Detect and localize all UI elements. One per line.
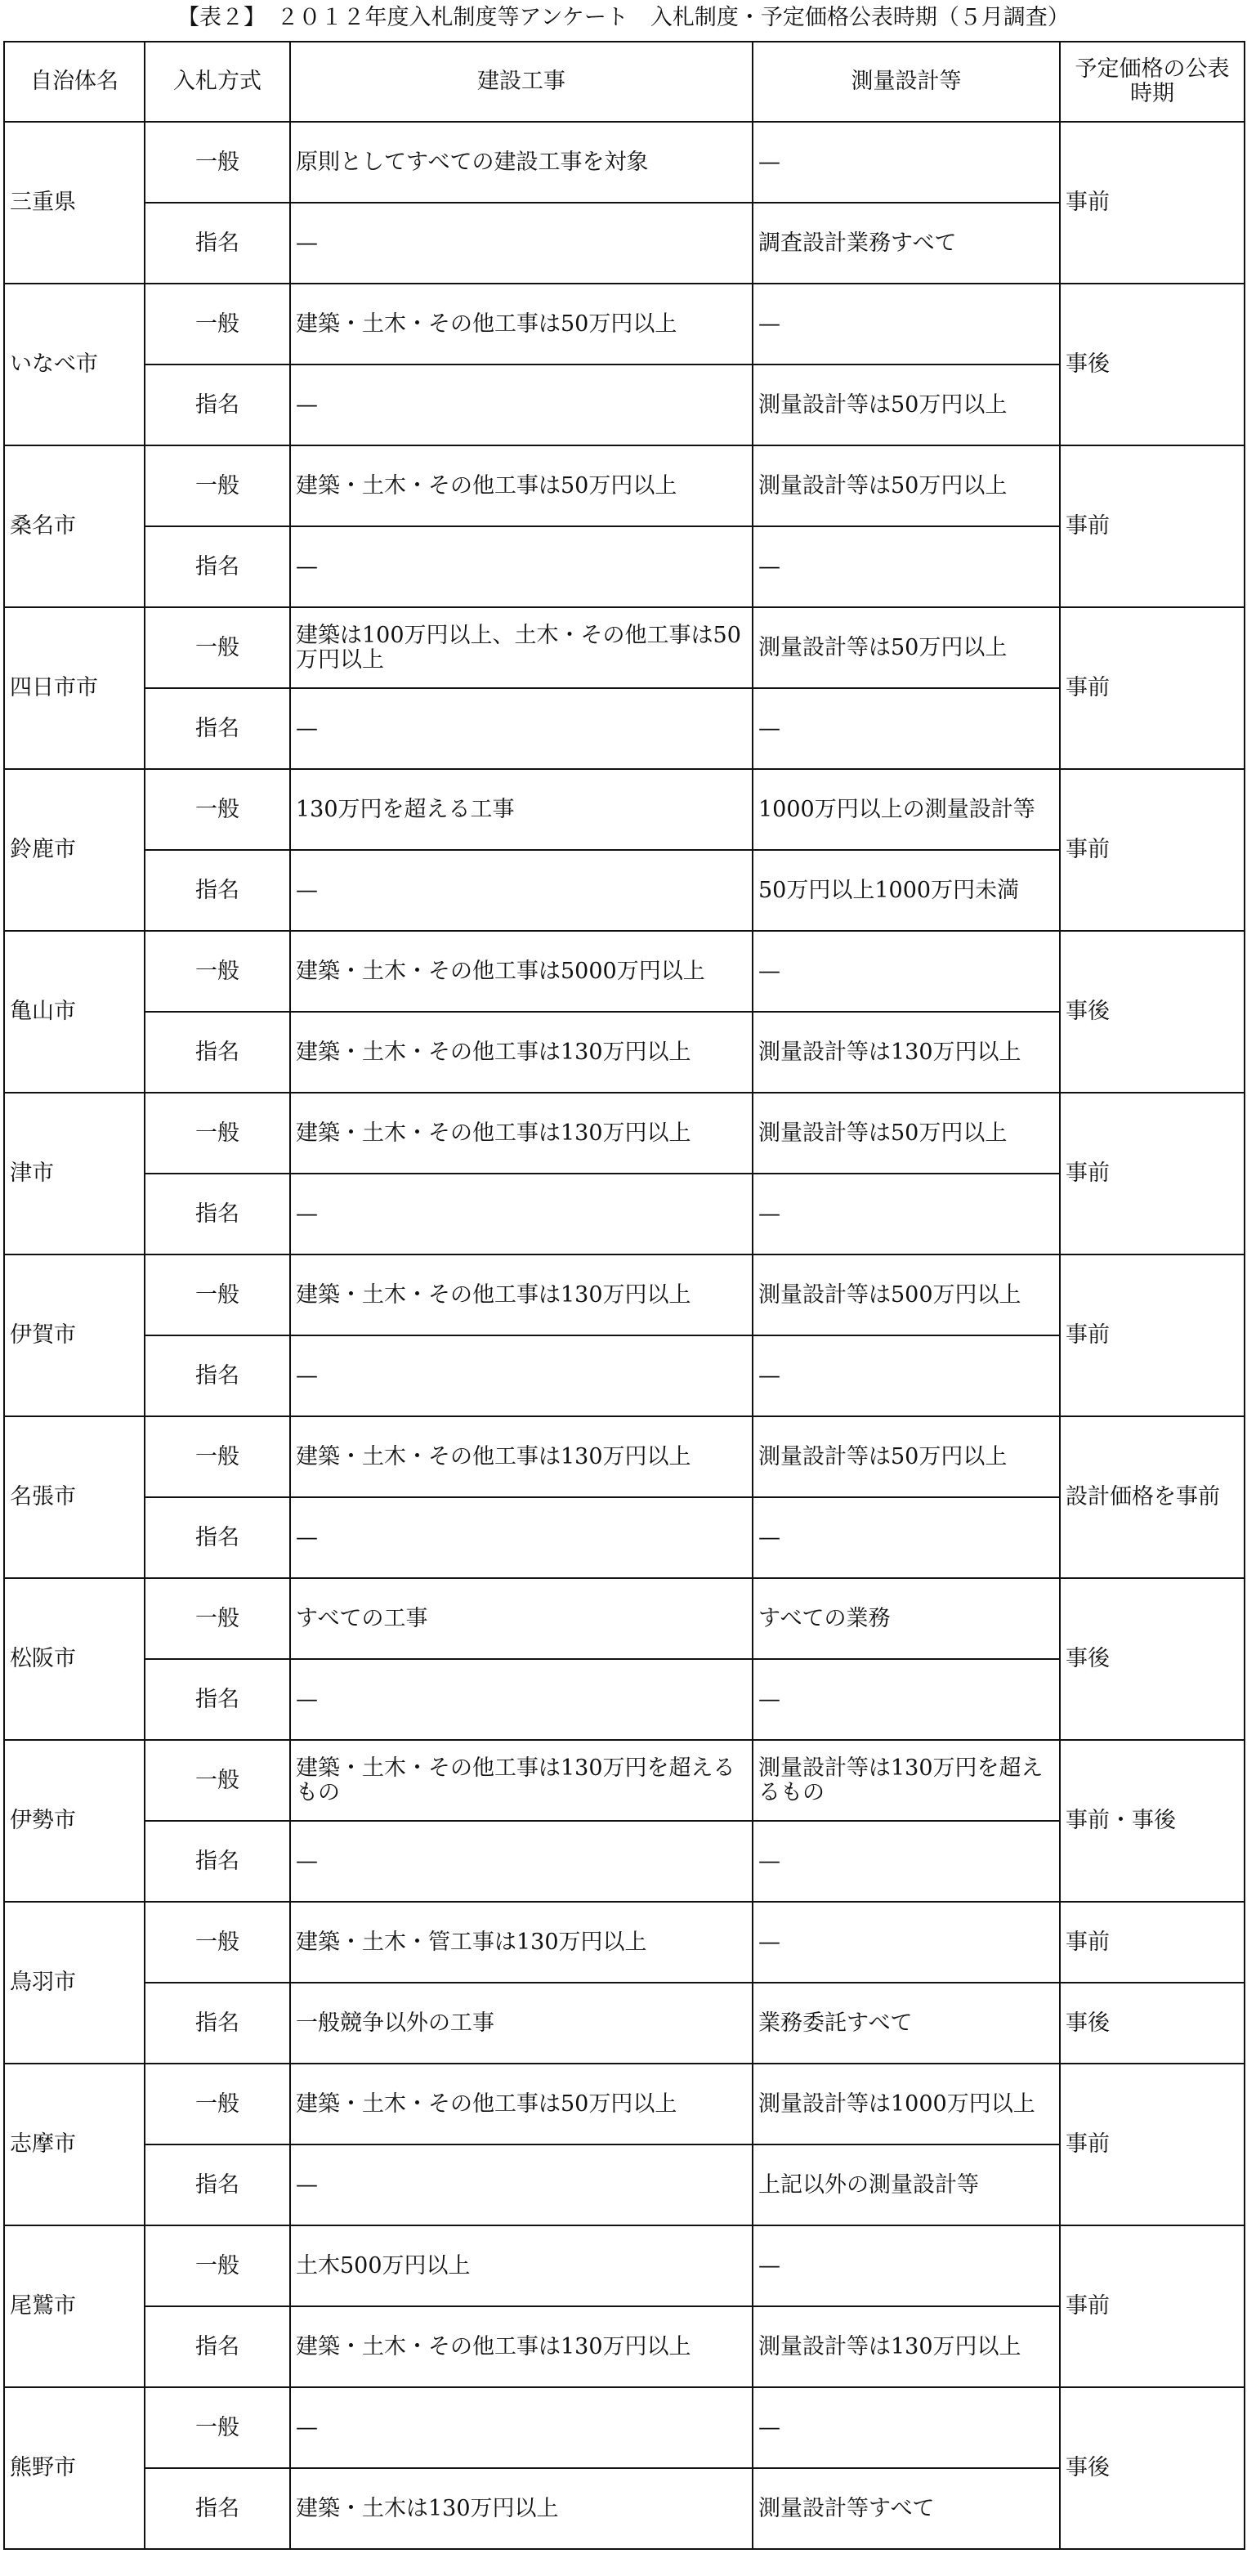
survey-cell: 測量設計等は50万円以上 xyxy=(753,1093,1060,1174)
survey-cell: 測量設計等は130万円以上 xyxy=(753,2306,1060,2387)
table-row xyxy=(4,1821,1245,1902)
method-cell: 指名 xyxy=(145,1497,290,1578)
timing-cell: 事前 xyxy=(1060,2225,1245,2387)
table-row xyxy=(4,2387,1245,2468)
table-row xyxy=(4,850,1245,931)
construction-cell: 130万円を超える工事 xyxy=(290,769,753,850)
table-row xyxy=(4,1335,1245,1416)
method-cell: 一般 xyxy=(145,122,290,203)
survey-cell: 調査設計業務すべて xyxy=(753,203,1060,284)
survey-cell: — xyxy=(753,122,1060,203)
method-cell: 一般 xyxy=(145,1740,290,1821)
table-row xyxy=(4,2064,1245,2144)
municipality-cell: 尾鷲市 xyxy=(4,2225,145,2387)
method-cell: 一般 xyxy=(145,607,290,688)
survey-cell: 測量設計等は50万円以上 xyxy=(753,1416,1060,1497)
survey-cell: 測量設計等は130万円以上 xyxy=(753,1012,1060,1093)
survey-cell: — xyxy=(753,284,1060,364)
construction-cell: — xyxy=(290,1335,753,1416)
survey-cell: — xyxy=(753,1821,1060,1902)
table-row xyxy=(4,1902,1245,1983)
survey-cell: 測量設計等は50万円以上 xyxy=(753,445,1060,526)
construction-cell: — xyxy=(290,1821,753,1902)
construction-cell: 建築は100万円以上、土木・その他工事は50万円以上 xyxy=(290,607,753,688)
table-row xyxy=(4,1578,1245,1659)
method-cell: 指名 xyxy=(145,850,290,931)
method-cell: 指名 xyxy=(145,1821,290,1902)
table-row xyxy=(4,1497,1245,1578)
timing-cell: 事後 xyxy=(1060,1578,1245,1740)
construction-cell: — xyxy=(290,1659,753,1740)
survey-cell: 測量設計等は50万円以上 xyxy=(753,607,1060,688)
method-cell: 指名 xyxy=(145,203,290,284)
municipality-cell: 伊勢市 xyxy=(4,1740,145,1902)
survey-cell: 測量設計等すべて xyxy=(753,2468,1060,2549)
construction-cell: 建築・土木・その他工事は50万円以上 xyxy=(290,2064,753,2144)
method-cell: 一般 xyxy=(145,931,290,1012)
construction-cell: 建築・土木・その他工事は130万円を超えるもの xyxy=(290,1740,753,1821)
timing-cell: 設計価格を事前 xyxy=(1060,1416,1245,1578)
municipality-cell: 四日市市 xyxy=(4,607,145,769)
table-row xyxy=(4,2225,1245,2306)
method-cell: 指名 xyxy=(145,1983,290,2064)
municipality-cell: いなべ市 xyxy=(4,284,145,445)
table-row xyxy=(4,445,1245,526)
timing-cell: 事後 xyxy=(1060,284,1245,445)
header-row xyxy=(4,42,1245,122)
timing-cell: 事前 xyxy=(1060,122,1245,284)
header-construction: 建設工事 xyxy=(290,42,753,122)
construction-cell: すべての工事 xyxy=(290,1578,753,1659)
method-cell: 一般 xyxy=(145,769,290,850)
method-cell: 指名 xyxy=(145,1335,290,1416)
table-row xyxy=(4,122,1245,203)
survey-cell: 1000万円以上の測量設計等 xyxy=(753,769,1060,850)
municipality-cell: 鈴鹿市 xyxy=(4,769,145,931)
municipality-cell: 伊賀市 xyxy=(4,1254,145,1416)
survey-cell: 測量設計等は50万円以上 xyxy=(753,364,1060,445)
table-row xyxy=(4,2468,1245,2549)
municipality-cell: 松阪市 xyxy=(4,1578,145,1740)
construction-cell: — xyxy=(290,203,753,284)
survey-cell: — xyxy=(753,1902,1060,1983)
method-cell: 一般 xyxy=(145,2225,290,2306)
method-cell: 指名 xyxy=(145,1012,290,1093)
method-cell: 一般 xyxy=(145,2387,290,2468)
survey-cell: 50万円以上1000万円未満 xyxy=(753,850,1060,931)
municipality-cell: 名張市 xyxy=(4,1416,145,1578)
method-cell: 指名 xyxy=(145,1174,290,1254)
method-cell: 一般 xyxy=(145,445,290,526)
construction-cell: — xyxy=(290,526,753,607)
timing-cell: 事前・事後 xyxy=(1060,1740,1245,1902)
timing-cell: 事後 xyxy=(1060,2387,1245,2549)
table-row xyxy=(4,364,1245,445)
survey-cell: — xyxy=(753,931,1060,1012)
construction-cell: — xyxy=(290,1497,753,1578)
municipality-cell: 熊野市 xyxy=(4,2387,145,2549)
timing-cell: 事前 xyxy=(1060,607,1245,769)
timing-cell: 事前 xyxy=(1060,445,1245,607)
page-title: 【表２】 ２０１２年度入札制度等アンケート 入札制度・予定価格公表時期（５月調査） xyxy=(177,5,1070,30)
method-cell: 一般 xyxy=(145,1093,290,1174)
construction-cell: — xyxy=(290,850,753,931)
timing-cell: 事前 xyxy=(1060,1254,1245,1416)
method-cell: 指名 xyxy=(145,2468,290,2549)
header-timing: 予定価格の公表時期 xyxy=(1060,42,1245,122)
timing-cell: 事前 xyxy=(1060,769,1245,931)
construction-cell: 建築・土木は130万円以上 xyxy=(290,2468,753,2549)
survey-cell: — xyxy=(753,2387,1060,2468)
construction-cell: 原則としてすべての建設工事を対象 xyxy=(290,122,753,203)
construction-cell: — xyxy=(290,364,753,445)
table-row xyxy=(4,769,1245,850)
table-row xyxy=(4,1983,1245,2064)
table-row xyxy=(4,284,1245,364)
bidding-table xyxy=(3,41,1245,2550)
municipality-cell: 三重県 xyxy=(4,122,145,284)
timing-cell: 事後 xyxy=(1060,931,1245,1093)
table-row xyxy=(4,1740,1245,1821)
method-cell: 一般 xyxy=(145,1902,290,1983)
survey-cell: — xyxy=(753,688,1060,769)
table-row xyxy=(4,526,1245,607)
survey-cell: — xyxy=(753,2225,1060,2306)
method-cell: 一般 xyxy=(145,1254,290,1335)
municipality-cell: 桑名市 xyxy=(4,445,145,607)
method-cell: 指名 xyxy=(145,1659,290,1740)
method-cell: 一般 xyxy=(145,1416,290,1497)
method-cell: 指名 xyxy=(145,2144,290,2225)
construction-cell: 土木500万円以上 xyxy=(290,2225,753,2306)
survey-cell: 業務委託すべて xyxy=(753,1983,1060,2064)
table-row xyxy=(4,203,1245,284)
timing-cell: 事前 xyxy=(1060,2064,1245,2225)
survey-cell: — xyxy=(753,1174,1060,1254)
construction-cell: — xyxy=(290,688,753,769)
survey-cell: 測量設計等は500万円以上 xyxy=(753,1254,1060,1335)
construction-cell: 建築・土木・その他工事は130万円以上 xyxy=(290,2306,753,2387)
construction-cell: 建築・土木・その他工事は50万円以上 xyxy=(290,284,753,364)
construction-cell: 建築・土木・その他工事は130万円以上 xyxy=(290,1093,753,1174)
table-row xyxy=(4,2144,1245,2225)
method-cell: 指名 xyxy=(145,688,290,769)
table-row xyxy=(4,1012,1245,1093)
table-row xyxy=(4,1254,1245,1335)
method-cell: 指名 xyxy=(145,364,290,445)
timing-cell: 事後 xyxy=(1060,1983,1245,2064)
header-survey: 測量設計等 xyxy=(753,42,1060,122)
timing-cell: 事前 xyxy=(1060,1093,1245,1254)
construction-cell: 建築・土木・その他工事は5000万円以上 xyxy=(290,931,753,1012)
header-municipality: 自治体名 xyxy=(4,42,145,122)
construction-cell: 建築・土木・管工事は130万円以上 xyxy=(290,1902,753,1983)
construction-cell: 建築・土木・その他工事は130万円以上 xyxy=(290,1012,753,1093)
survey-cell: — xyxy=(753,1335,1060,1416)
municipality-cell: 鳥羽市 xyxy=(4,1902,145,2064)
construction-cell: 建築・土木・その他工事は130万円以上 xyxy=(290,1416,753,1497)
table-row xyxy=(4,688,1245,769)
table-row xyxy=(4,1659,1245,1740)
table-row xyxy=(4,1174,1245,1254)
survey-cell: すべての業務 xyxy=(753,1578,1060,1659)
survey-cell: — xyxy=(753,1497,1060,1578)
construction-cell: 一般競争以外の工事 xyxy=(290,1983,753,2064)
table-row xyxy=(4,1093,1245,1174)
municipality-cell: 津市 xyxy=(4,1093,145,1254)
timing-cell: 事前 xyxy=(1060,1902,1245,1983)
method-cell: 一般 xyxy=(145,2064,290,2144)
survey-cell: 測量設計等は1000万円以上 xyxy=(753,2064,1060,2144)
method-cell: 指名 xyxy=(145,2306,290,2387)
survey-cell: — xyxy=(753,526,1060,607)
municipality-cell: 志摩市 xyxy=(4,2064,145,2225)
method-cell: 一般 xyxy=(145,284,290,364)
method-cell: 指名 xyxy=(145,526,290,607)
table-row xyxy=(4,607,1245,688)
construction-cell: — xyxy=(290,1174,753,1254)
construction-cell: 建築・土木・その他工事は50万円以上 xyxy=(290,445,753,526)
survey-cell: — xyxy=(753,1659,1060,1740)
header-method: 入札方式 xyxy=(145,42,290,122)
method-cell: 一般 xyxy=(145,1578,290,1659)
municipality-cell: 亀山市 xyxy=(4,931,145,1093)
construction-cell: 建築・土木・その他工事は130万円以上 xyxy=(290,1254,753,1335)
table-row xyxy=(4,1416,1245,1497)
table-row xyxy=(4,931,1245,1012)
survey-cell: 測量設計等は130万円を超えるもの xyxy=(753,1740,1060,1821)
construction-cell: — xyxy=(290,2144,753,2225)
construction-cell: — xyxy=(290,2387,753,2468)
table-row xyxy=(4,2306,1245,2387)
survey-cell: 上記以外の測量設計等 xyxy=(753,2144,1060,2225)
